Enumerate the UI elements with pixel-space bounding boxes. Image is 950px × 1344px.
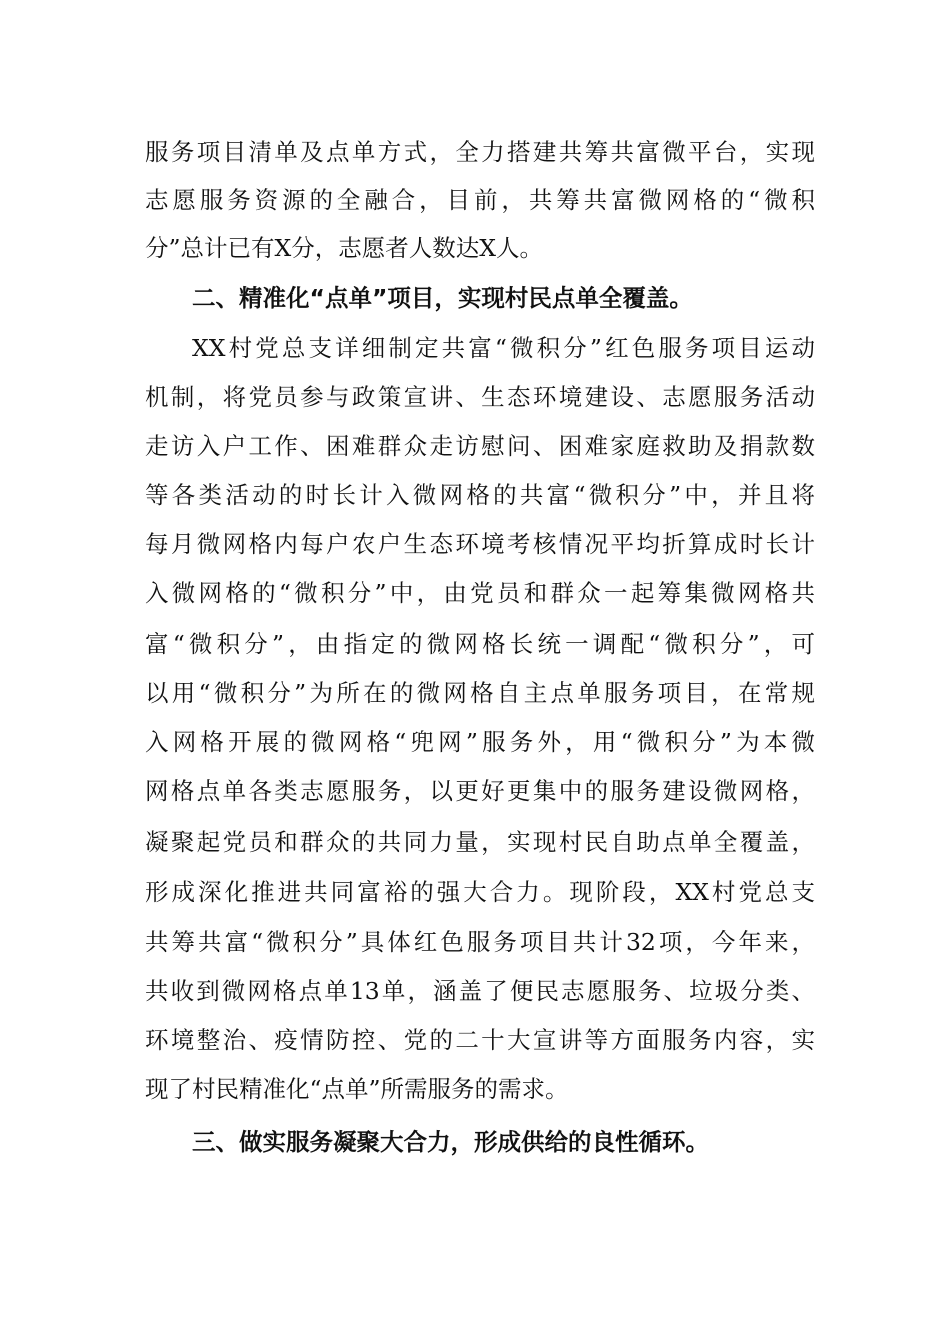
paragraph-2-line-13: 共筹共富“微积分”具体红色服务项目共计32项，今年来， <box>145 928 815 956</box>
paragraph-1-line-3: 分”总计已有X分，志愿者人数达X人。 <box>145 234 543 262</box>
paragraph-2-line-2: 机制，将党员参与政策宣讲、生态环境建设、志愿服务活动 <box>145 383 815 411</box>
paragraph-2-line-9: 入网格开展的微网格“兜网”服务外，用“微积分”为本微 <box>145 728 815 756</box>
paragraph-2-line-8: 以用“微积分”为所在的微网格自主点单服务项目，在常规 <box>145 679 815 707</box>
paragraph-2-line-4: 等各类活动的时长计入微网格的共富“微积分”中，并且将 <box>145 481 815 509</box>
paragraph-2-line-7: 富“微积分”，由指定的微网格长统一调配“微积分”，可 <box>145 630 815 658</box>
paragraph-2-line-15: 环境整治、疫情防控、党的二十大宣讲等方面服务内容，实 <box>145 1026 815 1054</box>
paragraph-2-line-14: 共收到微网格点单13单，涵盖了便民志愿服务、垃圾分类、 <box>145 977 815 1005</box>
paragraph-2-line-1: XX村党总支详细制定共富“微积分”红色服务项目运动 <box>192 334 815 362</box>
paragraph-2-line-5: 每月微网格内每户农户生态环境考核情况平均折算成时长计 <box>145 530 815 558</box>
paragraph-2-line-16: 现了村民精准化“点单”所需服务的需求。 <box>145 1075 569 1103</box>
section-heading-3: 三、做实服务凝聚大合力，形成供给的良性循环。 <box>192 1128 709 1156</box>
section-heading-2: 二、精准化“点单”项目，实现村民点单全覆盖。 <box>192 284 693 312</box>
paragraph-2-line-11: 凝聚起党员和群众的共同力量，实现村民自助点单全覆盖， <box>145 828 815 856</box>
paragraph-1-line-1: 服务项目清单及点单方式，全力搭建共筹共富微平台，实现 <box>145 138 815 166</box>
paragraph-2-line-10: 网格点单各类志愿服务，以更好更集中的服务建设微网格， <box>145 777 815 805</box>
paragraph-2-line-6: 入微网格的“微积分”中，由党员和群众一起筹集微网格共 <box>145 579 815 607</box>
paragraph-2-line-3: 走访入户工作、困难群众走访慰问、困难家庭救助及捐款数 <box>145 432 815 460</box>
paragraph-2-line-12: 形成深化推进共同富裕的强大合力。现阶段，XX村党总支 <box>145 878 815 906</box>
paragraph-1-line-2: 志愿服务资源的全融合，目前，共筹共富微网格的“微积 <box>145 186 815 214</box>
